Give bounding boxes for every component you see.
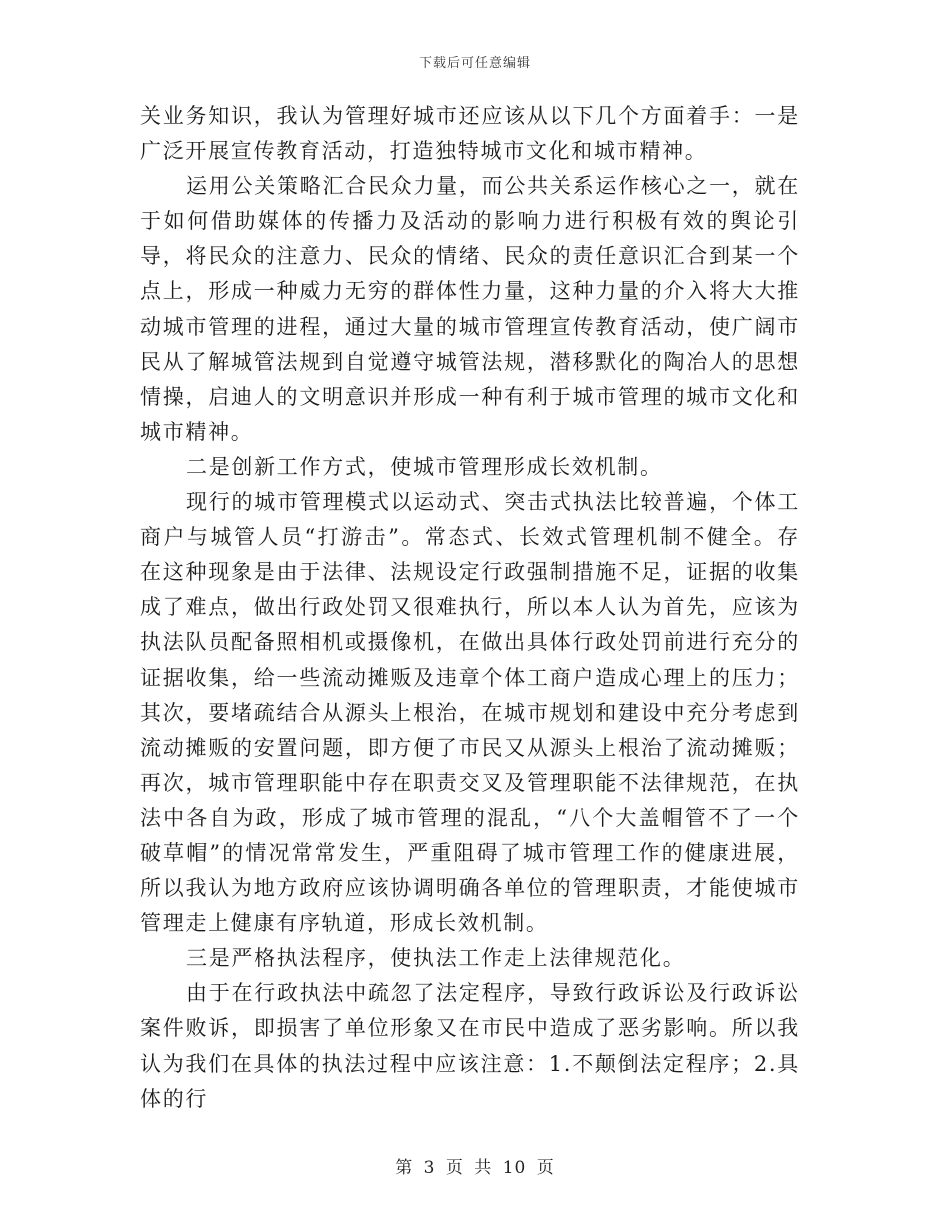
paragraph-heading-two: 二是创新工作方式，使城市管理形成长效机制。 <box>186 454 663 479</box>
paragraph-procedure: 由于在行政执法中疏忽了法定程序，导致行政诉讼及行政诉讼案件败诉，即损害了单位形象又在市民中造成了恶劣影响。所以我认为我们在具体的执法过程中应该注意：1.不颠倒法定程序；2.具体的行 <box>140 981 800 1111</box>
paragraph-public-relations: 运用公关策略汇合民众力量，而公共关系运作核心之一，就在于如何借助媒体的传播力及活动的影响力进行积极有效的舆论引导，将民众的注意力、民众的情绪、民众的责任意识汇合到某一个点上，形成一种威力无穷的群体性力量，这种力量的介入将大大推动城市管理的进程，通过大量的城市管理宣传教育活动，使广阔市民从了解城管法规到自觉遵守城管法规，潜移默化的陶冶人的思想情操，启迪人的文明意识并形成一种有利于城市管理的城市文化和城市精神。 <box>140 174 800 444</box>
paragraph-continuation: 关业务知识，我认为管理好城市还应该从以下几个方面着手：一是广泛开展宣传教育活动，打造独特城市文化和城市精神。 <box>140 104 800 164</box>
document-body <box>140 99 800 1117</box>
paragraph-management-mode: 现行的城市管理模式以运动式、突击式执法比较普遍，个体工商户与城管人员“打游击”。常态式、长效式管理机制不健全。存在这种现象是由于法律、法规设定行政强制措施不足，证据的收集成了难点，做出行政处罚又很难执行，所以本人认为首先，应该为执法队员配备照相机或摄像机，在做出具体行政处罚前进行充分的证据收集，给一些流动摊贩及违章个体工商户造成心理上的压力；其次，要堵疏结合从源头上根治，在城市规划和建设中充分考虑到流动摊贩的安置问题，即方便了市民又从源头上根治了流动摊贩；再次，城市管理职能中存在职责交叉及管理职能不法律规范，在执法中各自为政，形成了城市管理的混乱，“八个大盖帽管不了一个破草帽”的情况常常发生，严重阻碍了城市管理工作的健康进展，所以我认为地方政府应该协调明确各单位的管理职责，才能使城市管理走上健康有序轨道，形成长效机制。 <box>140 490 800 936</box>
paragraph-heading-three: 三是严格执法程序，使执法工作走上法律规范化。 <box>186 946 686 971</box>
page-header: 下载后可任意编辑 <box>418 56 531 71</box>
page-number-footer: 第 3 页 共 10 页 <box>395 1158 555 1178</box>
